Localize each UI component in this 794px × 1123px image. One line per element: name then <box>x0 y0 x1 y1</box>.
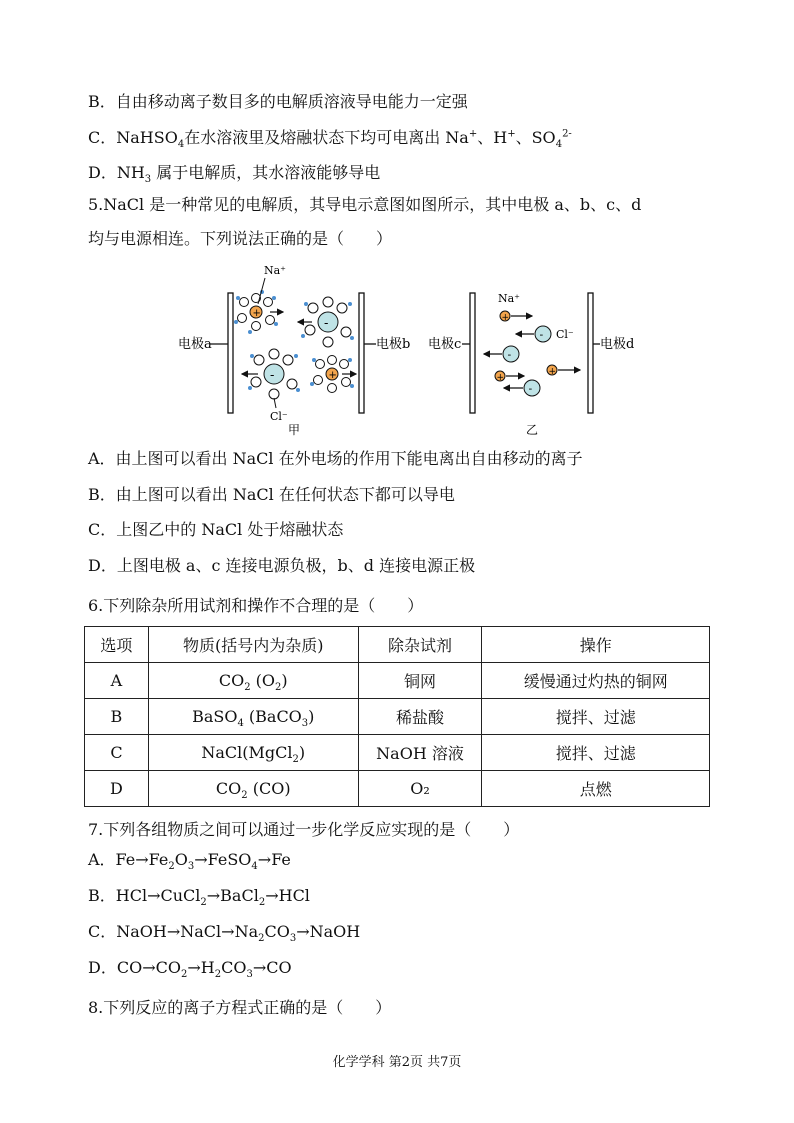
q8-stem: 8.下列反应的离子方程式正确的是（ ） <box>88 998 392 1017</box>
q5-option-b: B．由上图可以看出 NaCl 在任何状态下都可以导电 <box>88 485 455 504</box>
svg-text:-: - <box>507 348 512 361</box>
svg-text:-: - <box>324 316 329 331</box>
substance-cell: $CO_2$ (CO) <box>148 771 358 807</box>
svg-text:-: - <box>270 368 275 383</box>
label-sodium-right: Na⁺ <box>498 292 520 305</box>
table-header-row <box>85 627 710 663</box>
hydrated-sodium-ion <box>234 290 283 334</box>
free-sodium-ion <box>500 311 532 323</box>
q6-stem: 6.下列除杂所用试剂和操作不合理的是（ ） <box>88 596 424 615</box>
electrode-a-plate <box>210 293 233 413</box>
q5-option-d: D．上图电极 a、c 连接电源负极，b、d 连接电源正极 <box>88 556 476 575</box>
reagent-cell: 铜网 <box>358 663 482 699</box>
q6-table <box>84 626 710 807</box>
electrode-b-label: 电极b <box>376 337 411 352</box>
operation-cell: 搅拌、过滤 <box>482 735 710 771</box>
free-sodium-ion <box>495 371 524 383</box>
hydrated-chloride-ion <box>242 349 300 399</box>
option-cell: C <box>85 735 149 771</box>
substance-cell: BaSO$_4$ (BaCO$_3$) <box>148 699 358 735</box>
q5-stem-line2: 均与电源相连。下列说法正确的是（ ） <box>88 229 393 248</box>
free-chloride-ion <box>516 326 551 342</box>
svg-text:+: + <box>501 313 510 323</box>
label-chloride-left: Cl⁻ <box>270 410 288 423</box>
table-row <box>85 699 710 735</box>
svg-text:+: + <box>548 367 557 377</box>
q5-stem-line1: 5.NaCl 是一种常见的电解质，其导电示意图如图所示，其中电极 a、b、c、d <box>88 195 642 214</box>
option-cell: D <box>85 771 149 807</box>
option-cell: A <box>85 663 149 699</box>
header-cell: 除杂试剂 <box>358 627 482 663</box>
substance-cell: $CO_2$ $(O_2)$ <box>148 663 358 699</box>
q7-stem: 7.下列各组物质之间可以通过一步化学反应实现的是（ ） <box>88 820 520 839</box>
page-footer: 化学学科 第2页 共7页 <box>332 1055 462 1070</box>
reagent-cell: O₂ <box>358 771 482 807</box>
operation-cell: 搅拌、过滤 <box>482 699 710 735</box>
electrode-d-plate <box>588 293 600 413</box>
electrode-c-plate <box>462 293 475 413</box>
reagent-cell: 稀盐酸 <box>358 699 482 735</box>
q7-option-c: C．$NaOH\to NaCl\to Na_2CO_3\to NaOH$ <box>88 922 361 945</box>
q4-option-c: C．NaHSO$_4$在水溶液里及熔融状态下均可电离出 Na+、H+、$SO_4^{2-}$ <box>88 128 572 151</box>
free-chloride-ion <box>504 380 540 396</box>
hydrated-sodium-ion <box>310 356 356 393</box>
caption-left: 甲 <box>288 423 301 437</box>
q7-option-a: A．$Fe\to Fe_2O_3\to FeSO_4\to Fe$ <box>88 850 291 873</box>
header-cell: 操作 <box>482 627 710 663</box>
q4-option-b: B．自由移动离子数目多的电解质溶液导电能力一定强 <box>88 92 468 111</box>
svg-text:+: + <box>496 373 505 383</box>
header-cell: 选项 <box>85 627 149 663</box>
option-cell: B <box>85 699 149 735</box>
hydrated-chloride-ion <box>298 297 354 347</box>
free-chloride-ion <box>484 346 519 362</box>
q4-option-d: D．$NH_3$ 属于电解质，其水溶液能够导电 <box>88 163 381 186</box>
electrode-a-label: 电极a <box>178 337 212 352</box>
table-row <box>85 663 710 699</box>
operation-cell: 点燃 <box>482 771 710 807</box>
electrode-d-label: 电极d <box>600 337 635 352</box>
substance-cell: NaCl(MgCl$_2$) <box>148 735 358 771</box>
svg-text:+: + <box>252 308 261 319</box>
table-row <box>85 735 710 771</box>
q7-option-b: B．HCl→CuCl$_2$→BaCl$_2$→HCl <box>88 886 310 909</box>
label-sodium-left: Na⁺ <box>264 264 286 277</box>
electrode-c-label: 电极c <box>428 337 462 352</box>
caption-right: 乙 <box>526 423 539 437</box>
free-sodium-ion <box>547 365 580 377</box>
svg-text:+: + <box>328 370 337 381</box>
svg-text:-: - <box>528 382 533 395</box>
q5-option-c: C．上图乙中的 NaCl 处于熔融状态 <box>88 520 344 539</box>
table-row <box>85 771 710 807</box>
label-chloride-right: Cl⁻ <box>556 328 574 341</box>
header-cell: 物质(括号内为杂质) <box>148 627 358 663</box>
q7-option-d: D．$CO\to CO_2\to H_2CO_3\to CO$ <box>88 958 292 981</box>
q5-option-a: A．由上图可以看出 NaCl 在外电场的作用下能电离出自由移动的离子 <box>88 449 583 468</box>
electrode-b-plate <box>359 293 376 413</box>
operation-cell: 缓慢通过灼热的铜网 <box>482 663 710 699</box>
q5-conduction-figure <box>170 258 650 440</box>
svg-text:-: - <box>539 328 544 341</box>
reagent-cell: NaOH 溶液 <box>358 735 482 771</box>
